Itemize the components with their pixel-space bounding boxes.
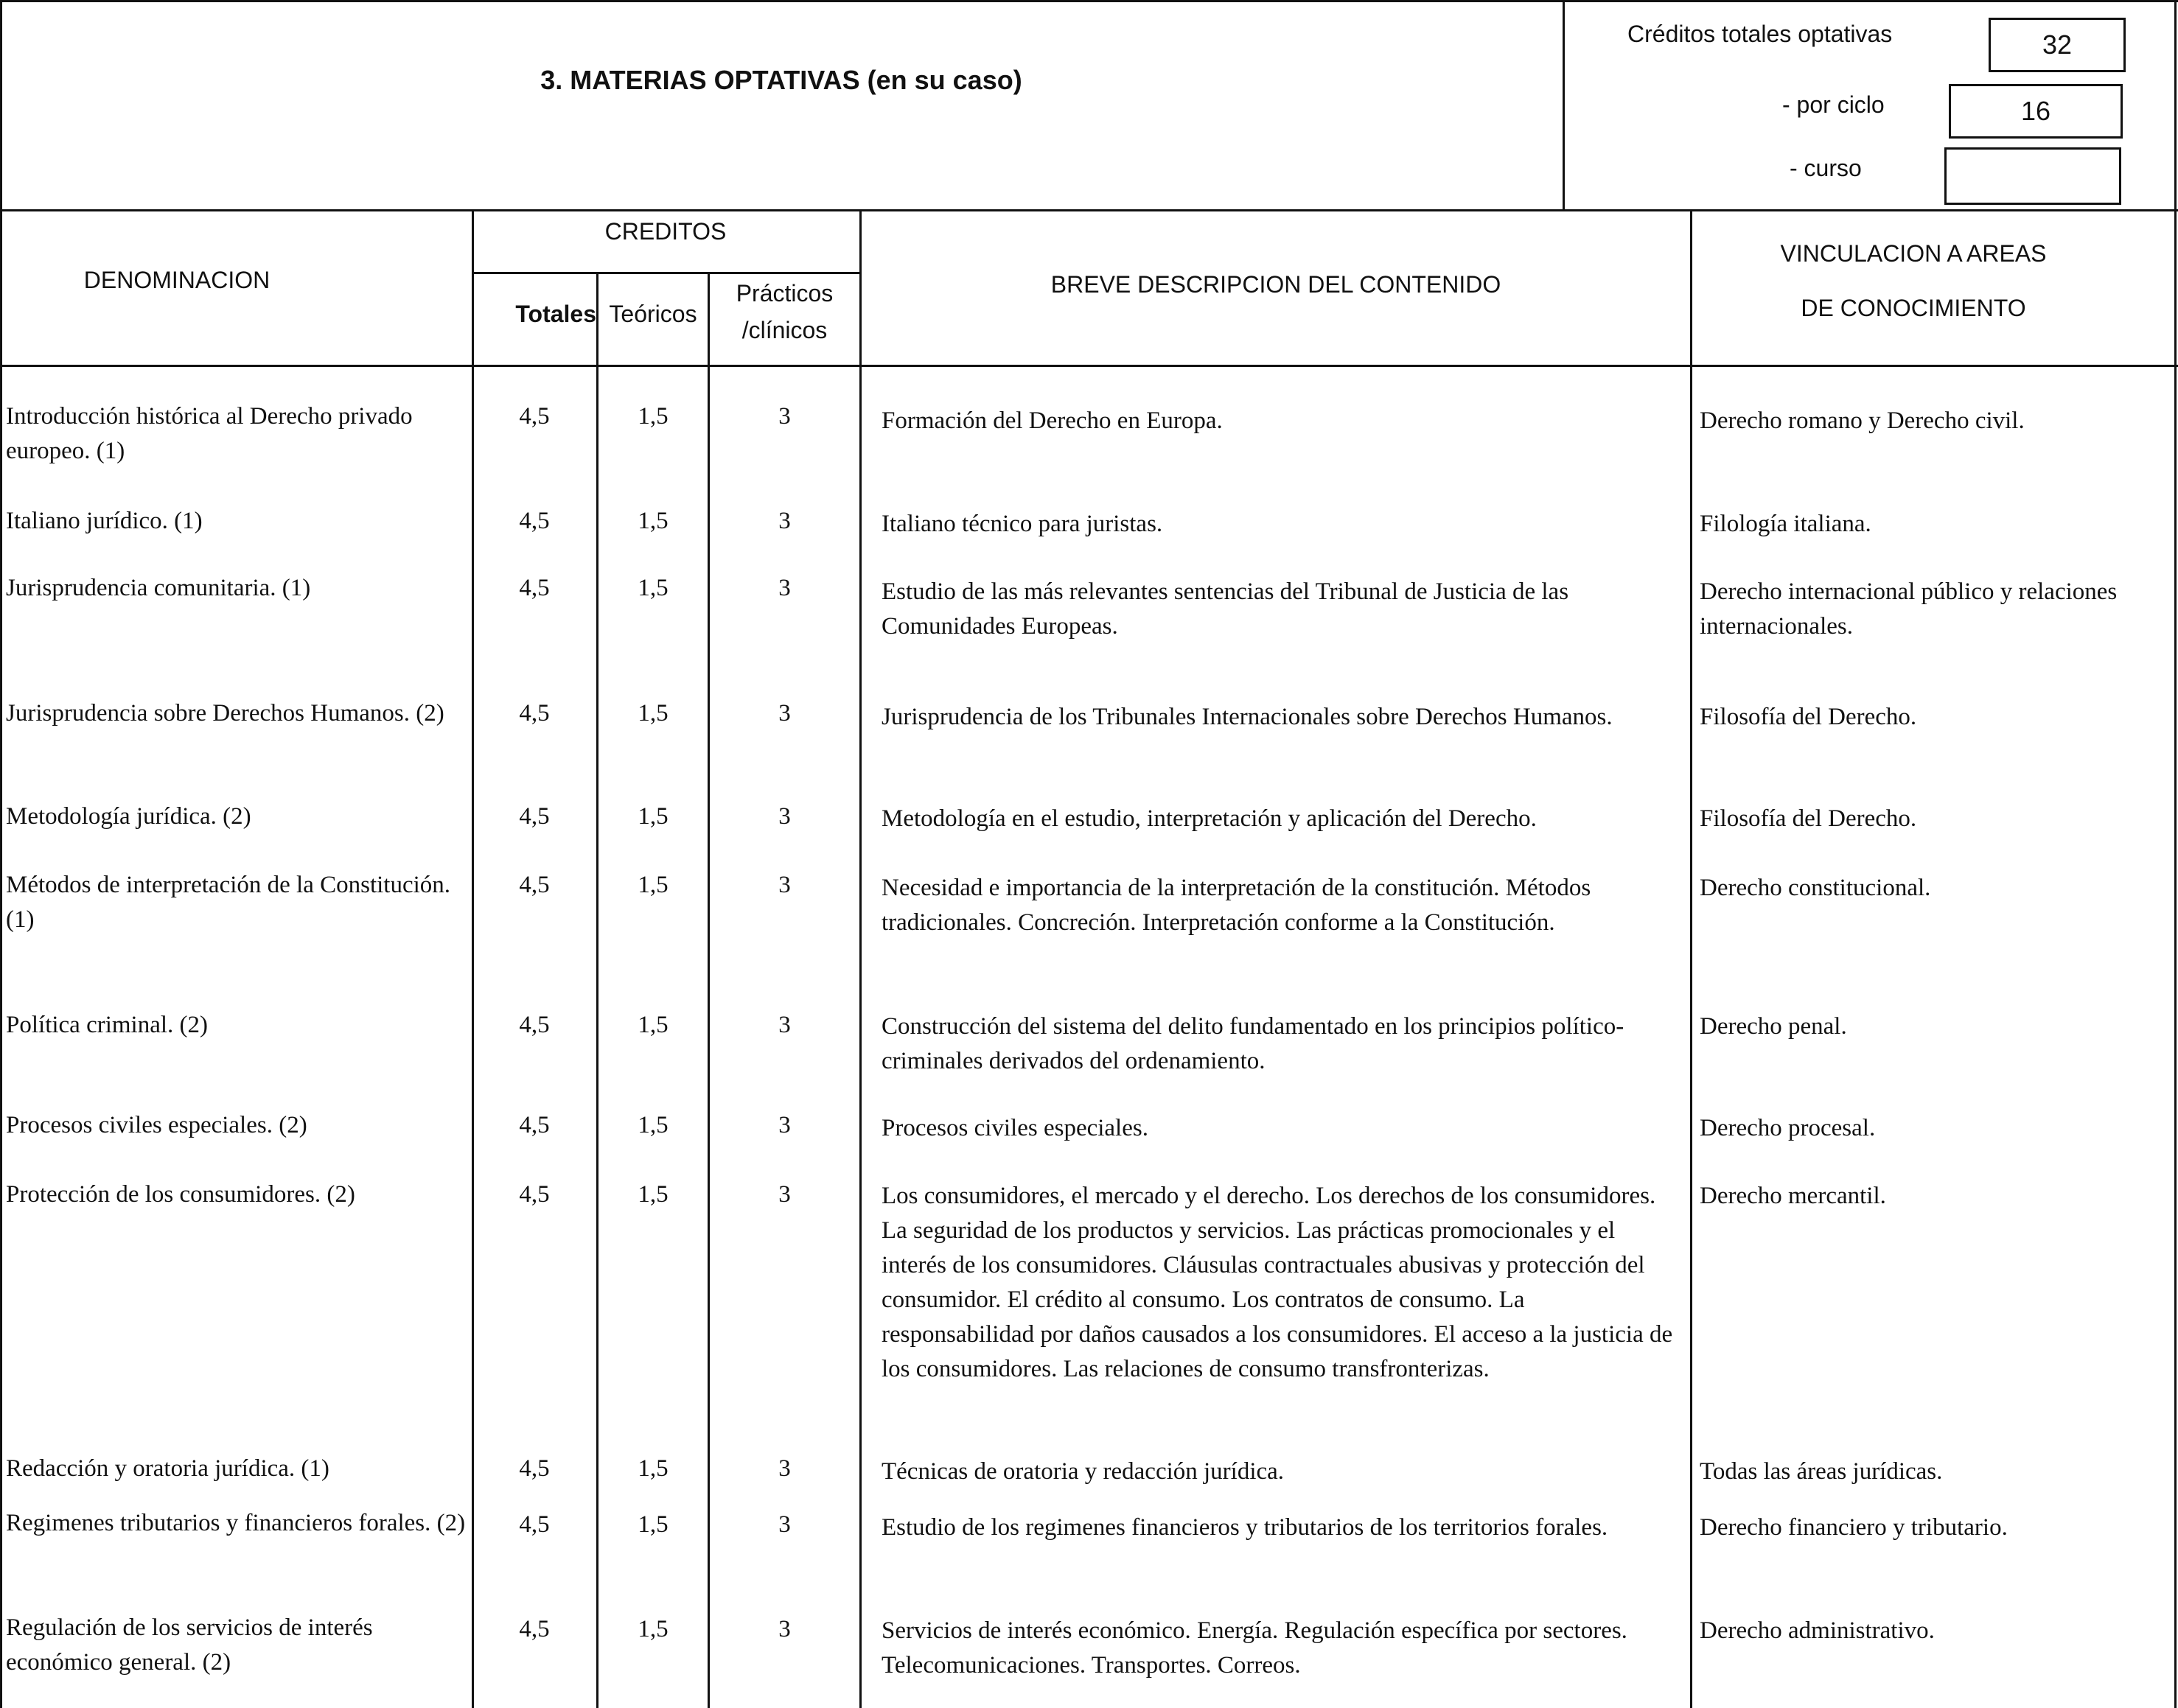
row-totales: 4,5 <box>519 1455 550 1482</box>
row-denominacion: Redacción y oratoria jurídica. (1) <box>6 1455 329 1482</box>
row-teoricos: 1,5 <box>638 700 669 727</box>
row-practicos: 3 <box>778 508 791 534</box>
por-ciclo-label: - por ciclo <box>1782 91 1885 118</box>
row-denominacion: Italiano jurídico. (1) <box>6 508 203 534</box>
row-descripcion: Servicios de interés económico. Energía. Regulación específica por sectores. Telecomunicaciones. Transportes. Correos. <box>882 1617 1627 1679</box>
row-area: Derecho mercantil. <box>1700 1183 1886 1209</box>
por-ciclo-field[interactable]: 16 <box>1949 84 2123 139</box>
row-teoricos: 1,5 <box>638 1511 669 1538</box>
curso-label: - curso <box>1790 155 1862 181</box>
row-practicos: 3 <box>778 872 791 898</box>
row-area: Derecho procesal. <box>1700 1115 1876 1141</box>
row-descripcion: Jurisprudencia de los Tribunales Internacionales sobre Derechos Humanos. <box>882 704 1613 730</box>
row-teoricos: 1,5 <box>638 1616 669 1642</box>
row-totales: 4,5 <box>519 403 550 430</box>
row-denominacion: Metodología jurídica. (2) <box>6 803 251 830</box>
col-divider-name <box>472 210 474 1708</box>
col-header-totales: Totales <box>515 301 596 327</box>
row-totales: 4,5 <box>519 1181 550 1208</box>
col-header-vinculacion-2: DE CONOCIMIENTO <box>1801 295 2026 321</box>
row-practicos: 3 <box>778 1112 791 1138</box>
row-denominacion: Jurisprudencia comunitaria. (1) <box>6 575 311 601</box>
header-bottom-border <box>0 209 2178 211</box>
col-header-practicos-2: /clínicos <box>741 317 828 343</box>
row-teoricos: 1,5 <box>638 803 669 830</box>
col-divider-totales <box>596 273 598 1708</box>
row-practicos: 3 <box>778 803 791 830</box>
row-totales: 4,5 <box>519 803 550 830</box>
row-descripcion: Construcción del sistema del delito fundamentado en los principios político-criminales derivados del ordenamiento. <box>882 1013 1624 1074</box>
row-totales: 4,5 <box>519 700 550 727</box>
creditos-totales-field[interactable]: 32 <box>1989 18 2126 72</box>
left-border <box>0 0 2 1708</box>
col-header-practicos-1: Prácticos <box>736 280 834 307</box>
right-border <box>2174 0 2177 1708</box>
row-denominacion: Regimenes tributarios y financieros forales. (2) <box>6 1510 466 1536</box>
row-teoricos: 1,5 <box>638 1112 669 1138</box>
row-descripcion: Estudio de las más relevantes sentencias del Tribunal de Justicia de las Comunidades Europeas. <box>882 578 1569 640</box>
row-totales: 4,5 <box>519 508 550 534</box>
row-teoricos: 1,5 <box>638 403 669 430</box>
row-area: Derecho internacional público y relaciones internacionales. <box>1700 578 2118 640</box>
col-header-vinculacion-1: VINCULACION A AREAS <box>1780 240 2047 267</box>
row-denominacion: Introducción histórica al Derecho privado europeo. (1) <box>6 403 413 464</box>
row-teoricos: 1,5 <box>638 575 669 601</box>
row-area: Derecho administrativo. <box>1700 1617 1935 1644</box>
section-title: 3. MATERIAS OPTATIVAS (en su caso) <box>540 65 1022 95</box>
row-practicos: 3 <box>778 1455 791 1482</box>
row-area: Derecho financiero y tributario. <box>1700 1514 2008 1541</box>
row-totales: 4,5 <box>519 1012 550 1038</box>
row-practicos: 3 <box>778 1181 791 1208</box>
col-divider-practicos <box>859 210 862 1708</box>
col-divider-desc <box>1690 210 1692 1708</box>
row-denominacion: Jurisprudencia sobre Derechos Humanos. (2) <box>6 700 444 727</box>
row-teoricos: 1,5 <box>638 508 669 534</box>
creditos-subheader-line <box>472 272 862 274</box>
row-descripcion: Formación del Derecho en Europa. <box>882 407 1223 434</box>
row-practicos: 3 <box>778 1616 791 1642</box>
row-area: Derecho penal. <box>1700 1013 1847 1040</box>
row-totales: 4,5 <box>519 575 550 601</box>
row-area: Derecho romano y Derecho civil. <box>1700 407 2025 434</box>
row-area: Filosofía del Derecho. <box>1700 704 1917 730</box>
row-area: Filología italiana. <box>1700 511 1871 537</box>
row-teoricos: 1,5 <box>638 1012 669 1038</box>
row-area: Todas las áreas jurídicas. <box>1700 1458 1943 1485</box>
col-divider-teoricos <box>708 273 710 1708</box>
row-descripcion: Los consumidores, el mercado y el derecho. Los derechos de los consumidores. La seguridad de los productos y servicios. Las prácticas promocionales y el interés de los consumidores. Cláusulas contractuales abusivas y protección del consumidor. El crédito al consumo. Los contratos de consumo. La responsabilidad por daños causados a los consumidores. El acceso a la justicia de los consumidores. Las relaciones de consumo transfronterizas. <box>882 1183 1673 1382</box>
row-denominacion: Métodos de interpretación de la Constitución. (1) <box>6 872 451 933</box>
row-descripcion: Metodología en el estudio, interpretación y aplicación del Derecho. <box>882 805 1537 832</box>
row-descripcion: Estudio de los regimenes financieros y tributarios de los territorios forales. <box>882 1514 1608 1541</box>
row-descripcion: Necesidad e importancia de la interpretación de la constitución. Métodos tradicionales. Concreción. Interpretación conforme a la Constitución. <box>882 875 1591 936</box>
row-teoricos: 1,5 <box>638 1455 669 1482</box>
row-denominacion: Procesos civiles especiales. (2) <box>6 1112 307 1138</box>
row-totales: 4,5 <box>519 1511 550 1538</box>
row-practicos: 3 <box>778 575 791 601</box>
row-denominacion: Regulación de los servicios de interés económico general. (2) <box>6 1614 373 1676</box>
row-descripcion: Técnicas de oratoria y redacción jurídica. <box>882 1458 1285 1485</box>
col-header-creditos: CREDITOS <box>604 218 727 245</box>
col-header-descripcion: BREVE DESCRIPCION DEL CONTENIDO <box>1050 271 1501 298</box>
row-practicos: 3 <box>778 403 791 430</box>
row-totales: 4,5 <box>519 872 550 898</box>
header-divider <box>1563 0 1565 210</box>
column-header-bottom-border <box>0 365 2178 367</box>
row-descripcion: Italiano técnico para juristas. <box>882 511 1163 537</box>
row-area: Derecho constitucional. <box>1700 875 1931 901</box>
creditos-totales-label: Créditos totales optativas <box>1627 21 1893 47</box>
row-area: Filosofía del Derecho. <box>1700 805 1917 832</box>
row-practicos: 3 <box>778 700 791 727</box>
row-teoricos: 1,5 <box>638 872 669 898</box>
curso-field[interactable] <box>1944 147 2121 205</box>
row-practicos: 3 <box>778 1012 791 1038</box>
row-totales: 4,5 <box>519 1616 550 1642</box>
row-denominacion: Protección de los consumidores. (2) <box>6 1181 355 1208</box>
top-border <box>0 0 2178 2</box>
row-teoricos: 1,5 <box>638 1181 669 1208</box>
col-header-teoricos: Teóricos <box>609 301 697 327</box>
row-denominacion: Política criminal. (2) <box>6 1012 209 1038</box>
col-header-denominacion: DENOMINACION <box>83 267 270 293</box>
row-practicos: 3 <box>778 1511 791 1538</box>
row-descripcion: Procesos civiles especiales. <box>882 1115 1148 1141</box>
row-totales: 4,5 <box>519 1112 550 1138</box>
